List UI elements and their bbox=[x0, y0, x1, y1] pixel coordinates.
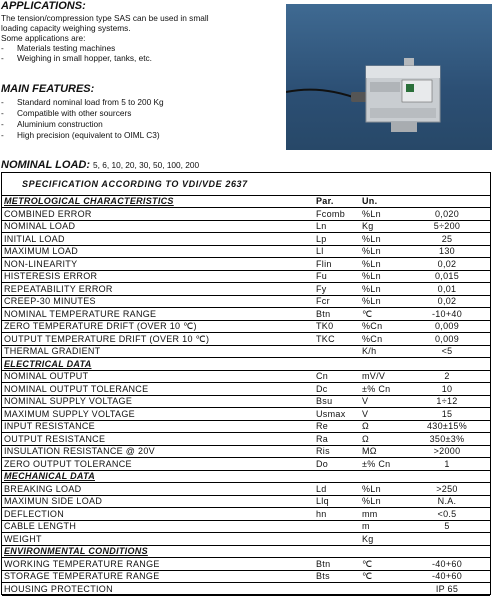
spec-value: 0,015 bbox=[434, 271, 460, 281]
nominal-load bbox=[1, 155, 199, 173]
spec-parameter-name: ENVIRONMENTAL CONDITIONS bbox=[4, 546, 148, 556]
spec-value: 2 bbox=[444, 371, 450, 381]
spec-unit: ±% Cn bbox=[362, 458, 391, 469]
spec-unit: ℃ bbox=[362, 571, 373, 581]
spec-parameter-name: MECHANICAL DATA bbox=[4, 471, 95, 481]
spec-unit: %Ln bbox=[362, 483, 381, 494]
spec-row bbox=[2, 421, 490, 433]
spec-value: 15 bbox=[441, 408, 453, 419]
spec-unit: Kg bbox=[362, 221, 374, 231]
spec-unit: Ω bbox=[362, 421, 370, 431]
spec-row bbox=[2, 334, 490, 346]
applications-list-item: - Materials testing machines bbox=[1, 43, 116, 53]
spec-row bbox=[2, 496, 490, 508]
spec-row bbox=[2, 396, 490, 408]
features-list-item: - Aluminium construction bbox=[1, 119, 103, 129]
spec-row bbox=[2, 409, 490, 421]
spec-row bbox=[2, 346, 490, 358]
spec-section-header bbox=[2, 546, 490, 558]
spec-value: 1÷12 bbox=[436, 396, 458, 406]
spec-unit: ℃ bbox=[362, 308, 373, 319]
spec-parameter-name: NOMINAL OUTPUT bbox=[4, 371, 89, 381]
spec-parameter-name: INPUT RESISTANCE bbox=[4, 421, 95, 431]
spec-value: 0,009 bbox=[434, 333, 460, 344]
spec-symbol: Llq bbox=[316, 496, 329, 506]
spec-row bbox=[2, 521, 490, 533]
spec-symbol: Ld bbox=[316, 483, 327, 494]
spec-symbol: Fcomb bbox=[316, 208, 346, 219]
spec-parameter-name: MAXIMUM SUPPLY VOLTAGE bbox=[4, 408, 135, 419]
spec-unit: mm bbox=[362, 508, 378, 519]
spec-symbol: Bsu bbox=[316, 396, 333, 406]
spec-parameter-name: INSULATION RESISTANCE @ 20V bbox=[4, 446, 155, 456]
spec-symbol: Flin bbox=[316, 258, 332, 269]
spec-section-header bbox=[2, 196, 490, 208]
spec-unit: Kg bbox=[362, 533, 374, 544]
spec-value: <0.5 bbox=[437, 508, 457, 519]
spec-parameter-name: BREAKING LOAD bbox=[4, 483, 82, 494]
spec-parameter-name: ZERO TEMPERATURE DRIFT (OVER 10 ℃) bbox=[4, 321, 197, 331]
spec-symbol: Ris bbox=[316, 446, 330, 456]
spec-row bbox=[2, 321, 490, 333]
spec-row bbox=[2, 296, 490, 308]
spec-value: 350±3% bbox=[429, 433, 465, 444]
spec-symbol: Ln bbox=[316, 221, 327, 231]
spec-row bbox=[2, 221, 490, 233]
spec-parameter-name: MAXIMUN SIDE LOAD bbox=[4, 496, 103, 506]
spec-row bbox=[2, 509, 490, 521]
spec-parameter-name: HISTERESIS ERROR bbox=[4, 271, 98, 281]
spec-parameter-name: CABLE LENGTH bbox=[4, 521, 77, 531]
spec-row bbox=[2, 209, 490, 221]
spec-section-header bbox=[2, 471, 490, 483]
spec-parameter-name: INITIAL LOAD bbox=[4, 233, 65, 244]
spec-unit: V bbox=[362, 396, 369, 406]
spec-symbol: Btn bbox=[316, 558, 331, 569]
spec-value: >2000 bbox=[433, 446, 461, 456]
spec-parameter-name: CREEP-30 MINUTES bbox=[4, 296, 96, 306]
spec-row bbox=[2, 484, 490, 496]
specification-table bbox=[1, 172, 491, 595]
spec-parameter-name: HOUSING PROTECTION bbox=[4, 583, 113, 594]
features-list-item: - Standard nominal load from 5 to 200 Kg bbox=[1, 97, 164, 107]
spec-parameter-name: MAXIMUM LOAD bbox=[4, 246, 79, 256]
spec-unit: %Ln bbox=[362, 271, 381, 281]
spec-value: N.A. bbox=[437, 496, 457, 506]
spec-row bbox=[2, 384, 490, 396]
spec-value: -40+60 bbox=[431, 558, 463, 569]
spec-parameter-name: THERMAL GRADIENT bbox=[4, 346, 101, 356]
applications-text-line: loading capacity weighing systems. bbox=[1, 23, 131, 33]
spec-symbol: Ll bbox=[316, 246, 324, 256]
spec-section-header bbox=[2, 359, 490, 371]
spec-parameter-name: METROLOGICAL CHARACTERISTICS bbox=[4, 196, 174, 206]
spec-parameter-name: WEIGHT bbox=[4, 533, 42, 544]
spec-parameter-name: ZERO OUTPUT TOLERANCE bbox=[4, 458, 132, 469]
spec-parameter-name: DEFLECTION bbox=[4, 508, 65, 519]
spec-parameter-name: WORKING TEMPERATURE RANGE bbox=[4, 558, 160, 569]
spec-row bbox=[2, 259, 490, 271]
spec-symbol: Usmax bbox=[316, 408, 346, 419]
spec-symbol: Ra bbox=[316, 433, 329, 444]
spec-value: -40+60 bbox=[431, 571, 463, 581]
spec-parameter-name: OUTPUT TEMPERATURE DRIFT (OVER 10 ℃) bbox=[4, 333, 210, 344]
spec-unit: %Ln bbox=[362, 496, 381, 506]
spec-value: 430±15% bbox=[426, 421, 468, 431]
spec-value: <5 bbox=[441, 346, 453, 356]
spec-symbol: hn bbox=[316, 508, 327, 519]
spec-symbol: TKC bbox=[316, 333, 335, 344]
spec-parameter-name: REPEATABILITY ERROR bbox=[4, 283, 113, 294]
features-list-item: - High precision (equivalent to OIML C3) bbox=[1, 130, 160, 140]
spec-unit: Un. bbox=[362, 196, 378, 206]
spec-symbol: Lp bbox=[316, 233, 327, 244]
spec-row bbox=[2, 559, 490, 571]
spec-value: IP 65 bbox=[435, 583, 459, 594]
spec-parameter-name: STORAGE TEMPERATURE RANGE bbox=[4, 571, 160, 581]
spec-symbol: TK0 bbox=[316, 321, 334, 331]
spec-parameter-name: NOMINAL LOAD bbox=[4, 221, 76, 231]
spec-row bbox=[2, 446, 490, 458]
applications-text-line: The tension/compression type SAS can be used in small bbox=[1, 13, 209, 23]
spec-row bbox=[2, 459, 490, 471]
spec-row bbox=[2, 534, 490, 546]
spec-unit: ±% Cn bbox=[362, 383, 391, 394]
spec-parameter-name: NOMINAL OUTPUT TOLERANCE bbox=[4, 383, 149, 394]
applications-heading: APPLICATIONS: bbox=[1, 0, 86, 12]
spec-unit: %Ln bbox=[362, 208, 381, 219]
spec-value: 0,02 bbox=[437, 258, 457, 269]
spec-symbol: Do bbox=[316, 458, 329, 469]
spec-parameter-name: OUTPUT RESISTANCE bbox=[4, 433, 106, 444]
applications-text-line: Some applications are: bbox=[1, 33, 86, 43]
features-list-item: - Compatible with other sourcers bbox=[1, 108, 132, 118]
spec-row bbox=[2, 309, 490, 321]
spec-row bbox=[2, 584, 490, 596]
spec-unit: %Ln bbox=[362, 246, 381, 256]
spec-parameter-name: COMBINED ERROR bbox=[4, 208, 92, 219]
spec-parameter-name: NOMINAL TEMPERATURE RANGE bbox=[4, 308, 157, 319]
spec-symbol: Fy bbox=[316, 283, 327, 294]
spec-row bbox=[2, 234, 490, 246]
spec-value: >250 bbox=[436, 483, 458, 494]
spec-value: 0,02 bbox=[437, 296, 457, 306]
specification-title: SPECIFICATION ACCORDING TO VDI/VDE 2637 bbox=[2, 173, 490, 196]
nominal-load-values: 5, 6, 10, 20, 30, 50, 100, 200 bbox=[93, 160, 200, 170]
applications-list-item: - Weighing in small hopper, tanks, etc. bbox=[1, 53, 152, 63]
spec-symbol: Bts bbox=[316, 571, 330, 581]
spec-unit: %Ln bbox=[362, 283, 381, 294]
spec-symbol: Fu bbox=[316, 271, 328, 281]
spec-value: 25 bbox=[441, 233, 453, 244]
spec-row bbox=[2, 371, 490, 383]
spec-value: 5÷200 bbox=[433, 221, 461, 231]
spec-unit: ℃ bbox=[362, 558, 373, 569]
spec-unit: K/h bbox=[362, 346, 377, 356]
spec-value: 5 bbox=[444, 521, 450, 531]
spec-parameter-name: NOMINAL SUPPLY VOLTAGE bbox=[4, 396, 133, 406]
spec-value: 0,020 bbox=[434, 208, 460, 219]
spec-unit: %Ln bbox=[362, 296, 381, 306]
spec-unit: %Ln bbox=[362, 258, 381, 269]
spec-unit: mV/V bbox=[362, 371, 386, 381]
spec-symbol: Cn bbox=[316, 371, 329, 381]
load-cell-illustration bbox=[286, 4, 492, 150]
spec-row bbox=[2, 246, 490, 258]
load-cell-photo bbox=[286, 4, 492, 150]
spec-symbol: Fcr bbox=[316, 296, 330, 306]
spec-unit: V bbox=[362, 408, 369, 419]
spec-symbol: Btn bbox=[316, 308, 331, 319]
spec-unit: m bbox=[362, 521, 370, 531]
spec-row bbox=[2, 434, 490, 446]
spec-value: -10+40 bbox=[431, 308, 463, 319]
spec-symbol: Dc bbox=[316, 383, 328, 394]
spec-value: 0,009 bbox=[434, 321, 460, 331]
spec-symbol: Par. bbox=[316, 196, 334, 206]
spec-row bbox=[2, 284, 490, 296]
spec-value: 130 bbox=[439, 246, 455, 256]
spec-unit: %Ln bbox=[362, 233, 381, 244]
spec-parameter-name: NON-LINEARITY bbox=[4, 258, 78, 269]
spec-value: 1 bbox=[444, 458, 450, 469]
spec-unit: %Cn bbox=[362, 333, 383, 344]
features-heading: MAIN FEATURES: bbox=[1, 83, 95, 95]
spec-row bbox=[2, 271, 490, 283]
spec-symbol: Re bbox=[316, 421, 329, 431]
spec-value: 10 bbox=[441, 383, 453, 394]
spec-value: 0,01 bbox=[437, 283, 457, 294]
spec-unit: %Cn bbox=[362, 321, 383, 331]
nominal-load-label: NOMINAL LOAD: bbox=[1, 159, 91, 171]
spec-parameter-name: ELECTRICAL DATA bbox=[4, 358, 92, 369]
spec-row bbox=[2, 571, 490, 583]
spec-unit: Ω bbox=[362, 433, 370, 444]
spec-unit: MΩ bbox=[362, 446, 377, 456]
